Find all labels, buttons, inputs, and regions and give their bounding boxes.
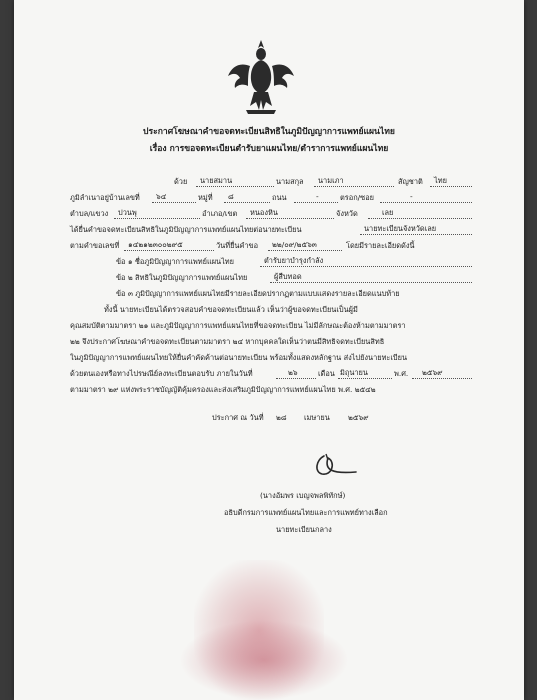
announcement-month: เมษายน <box>304 413 330 422</box>
subdistrict-field: ปวนพุ <box>114 208 200 219</box>
request-number-field: ๑๔๒๑๒๓๐๐๒๙๕ <box>124 240 214 251</box>
district-field: หนองหิน <box>246 208 334 219</box>
label-road: ถนน <box>272 193 287 202</box>
applicant-surname-field: นามเภา <box>314 176 394 187</box>
label-request-date: วันที่ยื่นคำขอ <box>216 241 259 250</box>
label-subdistrict: ตำบล/แขวง <box>70 209 109 218</box>
registrar-field: นายทะเบียนจังหวัดเลย <box>360 224 472 235</box>
deadline-day-field: ๒๖ <box>276 368 316 379</box>
label-request-number: ตามคำขอเลขที่ <box>70 241 120 250</box>
item-1-value: ตำรับยาบำรุงกำลัง <box>260 256 472 267</box>
handwritten-signature <box>306 450 366 480</box>
body-line: ๒๒ จึงประกาศโฆษณาคำขอจดทะเบียนตามมาตรา ๒๔ หากบุคคลใดเห็นว่าตนมีสิทธิจดทะเบียนสิทธิ <box>70 337 385 346</box>
document-subject: เรื่อง การขอจดทะเบียนตำรับยาแผนไทย/ตำราการแพทย์แผนไทย <box>149 144 389 154</box>
label-announced-on: ประกาศ ณ วันที่ <box>212 413 264 422</box>
request-date-field: ๒๒/๐๙/๒๕๖๓ <box>268 240 342 251</box>
body-line: ทั้งนี้ นายทะเบียนได้ตรวจสอบคำขอจดทะเบียนแล้ว เห็นว่าผู้ขอจดทะเบียนเป็นผู้มี <box>104 305 358 314</box>
item-2-value: ผู้สืบทอด <box>270 272 472 283</box>
signatory-position: อธิบดีกรมการแพทย์แผนไทยและการแพทย์ทางเลือก <box>224 508 388 517</box>
alley-field: - <box>380 192 472 203</box>
label-moo: หมู่ที่ <box>198 193 213 202</box>
label-surname: นามสกุล <box>276 177 304 186</box>
label-district: อำเภอ/เขต <box>202 209 238 218</box>
item-3-text: ข้อ ๓ ภูมิปัญญาการแพทย์แผนไทยมีรายละเอียดปรากฏตามแบบแสดงรายละเอียดแนบท้าย <box>116 289 400 298</box>
signatory-name: (นางอัมพร เบญจพลพิทักษ์) <box>260 491 346 500</box>
document-page <box>14 0 524 700</box>
label-submitted: ได้ยื่นคำขอจดทะเบียนสิทธิในภูมิปัญญาการแพทย์แผนไทยต่อนายทะเบียน <box>70 225 302 234</box>
announcement-day: ๒๘ <box>276 413 287 422</box>
item-2-label: ข้อ ๒ สิทธิในภูมิปัญญาการแพทย์แผนไทย <box>116 273 248 282</box>
house-number-field: ๖๔ <box>152 192 196 203</box>
label-address: ภูมิลำเนาอยู่บ้านเลขที่ <box>70 193 140 202</box>
item-1-label: ข้อ ๑ ชื่อภูมิปัญญาการแพทย์แผนไทย <box>116 257 235 266</box>
label-details: โดยมีรายละเอียดดังนี้ <box>346 241 415 250</box>
body-line: ด้วยตนเองหรือทางไปรษณีย์ลงทะเบียนตอบรับ ภายในวันที่ <box>70 369 253 378</box>
label-nationality: สัญชาติ <box>398 177 423 186</box>
body-line: ในภูมิปัญญาการแพทย์แผนไทยให้ยื่นคำคัดค้านต่อนายทะเบียน พร้อมทั้งแสดงหลักฐาน ส่งไปยังนายทะเบียน <box>70 353 408 362</box>
body-line: ตามมาตรา ๒๙ แห่งพระราชบัญญัติคุ้มครองและส่งเสริมภูมิปัญญาการแพทย์แผนไทย พ.ศ. ๒๕๔๒ <box>70 385 376 394</box>
body-line: คุณสมบัติตามมาตรา ๒๑ และภูมิปัญญาการแพทย์แผนไทยที่ขอจดทะเบียน ไม่มีลักษณะต้องห้ามตามมาตรา <box>70 321 406 330</box>
garuda-emblem-icon <box>226 36 296 116</box>
announcement-year: ๒๕๖๙ <box>348 413 369 422</box>
label-year: พ.ศ. <box>394 369 409 378</box>
label-by: ด้วย <box>174 177 188 186</box>
label-alley: ตรอก/ซอย <box>340 193 374 202</box>
nationality-field: ไทย <box>430 176 472 187</box>
ink-stain <box>179 620 349 700</box>
province-field: เลย <box>368 208 472 219</box>
deadline-month-field: มิถุนายน <box>338 368 392 379</box>
road-field: - <box>294 192 338 203</box>
applicant-name-field: นายสมาน <box>196 176 274 187</box>
deadline-year-field: ๒๕๖๙ <box>412 368 472 379</box>
signatory-role: นายทะเบียนกลาง <box>276 525 332 534</box>
label-province: จังหวัด <box>336 209 358 218</box>
label-month: เดือน <box>318 369 335 378</box>
moo-field: ๘ <box>224 192 270 203</box>
document-title: ประกาศโฆษณาคำขอจดทะเบียนสิทธิในภูมิปัญญาการแพทย์แผนไทย <box>143 127 395 137</box>
